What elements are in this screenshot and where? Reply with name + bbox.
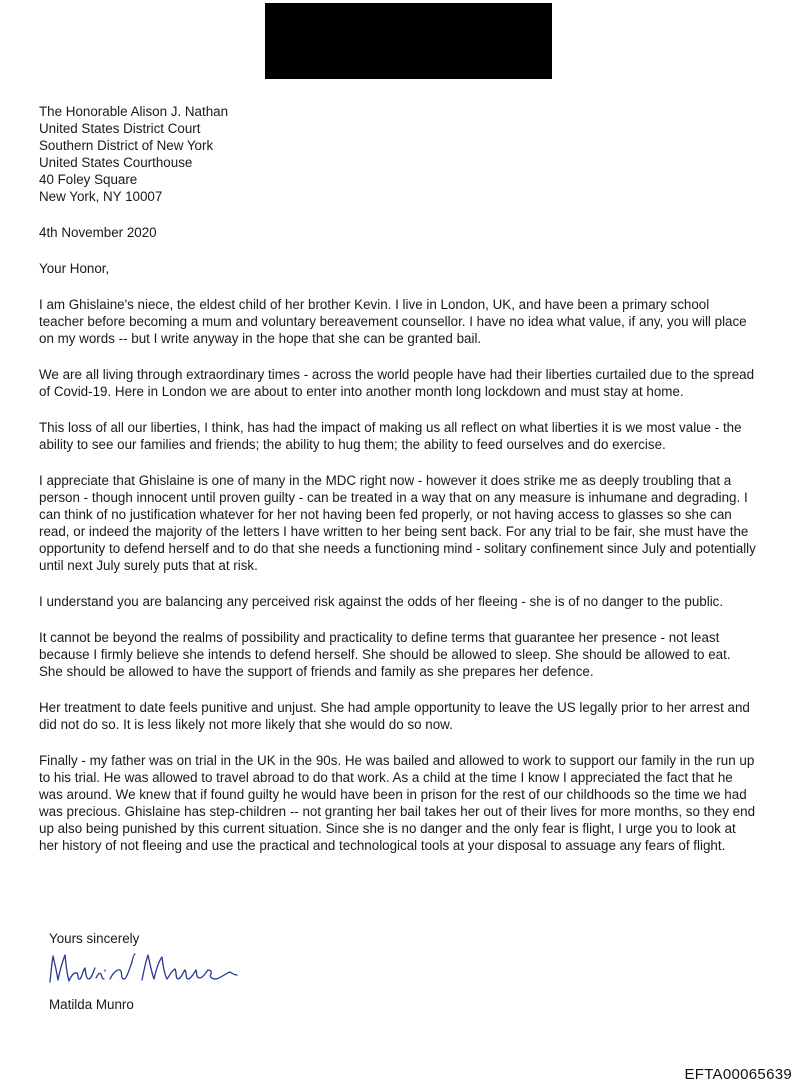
recipient-address [39, 103, 757, 205]
paragraph: I appreciate that Ghislaine is one of many in the MDC right now - however it does strike me as deeply troubling that a person - though innocent until proven guilty - can be treated in a way that on any measure is inhumane and degrading. I can think of no justification whatever for her not having been fed properly, or not having access to glasses so she can read, or indeed the majority of the letters I have written to her being sent back. For any trial to be fair, she must have the opportunity to defend herself and to do that she needs a functioning mind - solitary confinement since July and potentially until next July surely puts that at risk. [39, 473, 756, 573]
paragraph: It cannot be beyond the realms of possibility and practicality to define terms that guarantee her presence - not least because I firmly believe she intends to defend herself. She should be allowed to sleep. She should be allowed to eat. She should be allowed to have the support of friends and family as she prepares her defence. [39, 630, 731, 679]
redaction-block [265, 3, 552, 79]
closing: Yours sincerely [49, 931, 140, 946]
paragraph: We are all living through extraordinary times - across the world people have had their liberties curtailed due to the spread of Covid-19. Here in London we are about to enter into another month long lockdown and must stay at home. [39, 367, 755, 399]
letter-body [39, 103, 757, 854]
address-line: The Honorable Alison J. Nathan [39, 104, 229, 119]
address-line: United States District Court [39, 121, 201, 136]
address-line: New York, NY 10007 [39, 189, 163, 204]
address-line: 40 Foley Square [39, 172, 138, 187]
paragraph: This loss of all our liberties, I think, has had the impact of making us all reflect on what liberties it is we most value - the ability to see our families and friends; the ability to hug them; the ability to feed ourselves and do exercise. [39, 420, 742, 452]
address-line: Southern District of New York [39, 138, 214, 153]
paragraph: I am Ghislaine's niece, the eldest child of her brother Kevin. I live in London, UK, and have been a primary school teacher before becoming a mum and voluntary bereavement counsellor. I have no idea what value, if any, you will place on my words -- but I write anyway in the hope that she can be granted bail. [39, 297, 747, 346]
paragraph: Her treatment to date feels punitive and unjust. She had ample opportunity to leave the US legally prior to her arrest and did not do so. It is less likely not more likely that she would do so now. [39, 700, 750, 732]
signatory-name: Matilda Munro [49, 997, 134, 1012]
document-id: EFTA00065639 [684, 1066, 792, 1083]
paragraph: Finally - my father was on trial in the UK in the 90s. He was bailed and allowed to work to support our family in the run up to his trial. He was allowed to travel abroad to do that work. As a child at the time I know I appreciated the fact that he was around. We knew that if found guilty he would have been in prison for the rest of our childhoods so the time we had was precious. Ghislaine has step-children -- not granting her bail takes her out of their lives for more months, so they end up also being punished by this current situation. Since she is no danger and the only fear is flight, I urge you to look at her history of not fleeing and use the practical and technological tools at your disposal to assuage any fears of flight. [39, 753, 756, 853]
address-line: United States Courthouse [39, 155, 193, 170]
handwritten-signature [44, 948, 274, 988]
letter-date: 4th November 2020 [39, 225, 157, 240]
salutation: Your Honor, [39, 261, 110, 276]
paragraph: I understand you are balancing any perceived risk against the odds of her fleeing - she is of no danger to the public. [39, 594, 724, 609]
